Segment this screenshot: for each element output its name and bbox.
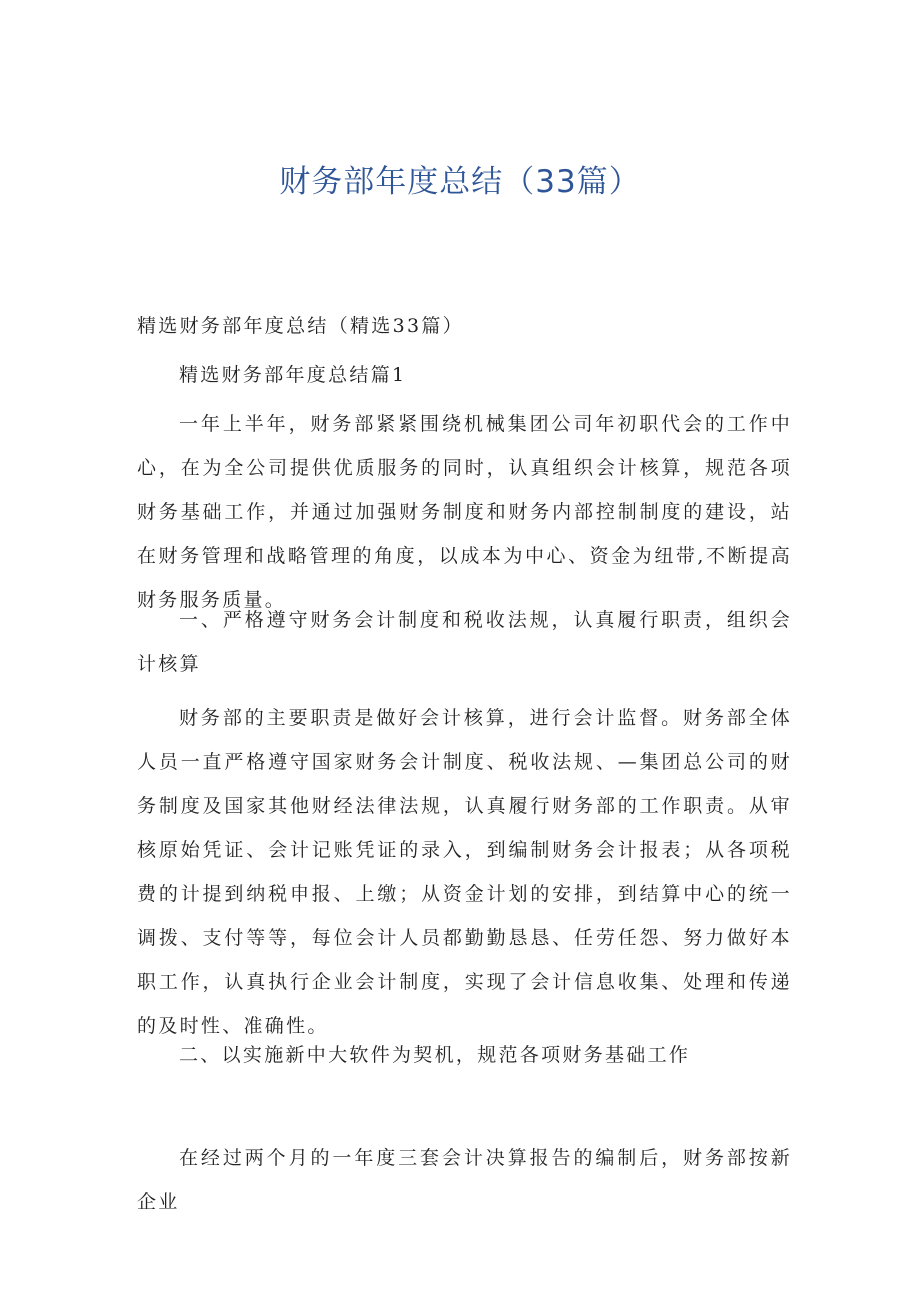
section-heading-two: 二、以实施新中大软件为契机，规范各项财务基础工作: [179, 1044, 691, 1066]
paragraph-duties: 财务部的主要职责是做好会计核算，进行会计监督。财务部全体人员一直严格遵守国家财务会计制度、税收法规、—集团总公司的财务制度及国家其他财经法律法规，认真履行财务部的工作职责。从审核原始凭证、会计记账凭证的录入，到编制财务会计报表；从各项税费的计提到纳税申报、上缴；从资金计划的安排，到结算中心的统一调拨、支付等等，每位会计人员都勤勤恳恳、任劳任怨、努力做好本职工作，认真执行企业会计制度，实现了会计信息收集、处理和传递的及时性、准确性。: [137, 707, 792, 1037]
document-title: 财务部年度总结（33篇）: [279, 164, 641, 200]
section-heading-one: 一、严格遵守财务会计制度和税收法规，认真履行职责，组织会计核算: [137, 609, 792, 675]
document-subtitle: 精选财务部年度总结（精选33篇）: [137, 315, 464, 337]
paragraph-intro: 一年上半年，财务部紧紧围绕机械集团公司年初职代会的工作中心，在为全公司提供优质服务的同时，认真组织会计核算，规范各项财务基础工作，并通过加强财务制度和财务内部控制制度的建设，站在财务管理和战略管理的角度，以成本为中心、资金为纽带,不断提高财务服务质量。: [137, 413, 792, 611]
section-heading-part-1: 精选财务部年度总结篇1: [179, 364, 407, 386]
paragraph-closing: 在经过两个月的一年度三套会计决算报告的编制后，财务部按新企业: [137, 1147, 792, 1213]
